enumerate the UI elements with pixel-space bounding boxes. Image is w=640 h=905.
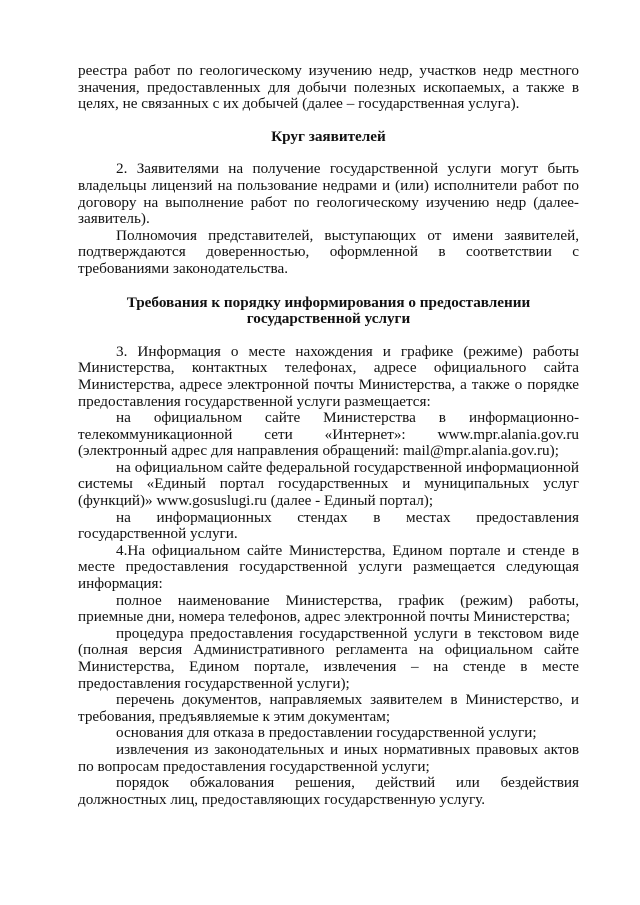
paragraph-2: 2. Заявителями на получение государственной услуги могут быть владельцы лицензий на пользование недрами и (или) исполнители работ по договору на выполнение работ по геологическому изучению недр (далее- заявитель). [78, 160, 579, 228]
section-heading-information [78, 295, 579, 328]
intro-paragraph: реестра работ по геологическому изучению недр, участков недр местного значения, предоставленных для добычи полезных ископаемых, а также в целях, не связанных с их добычей (далее – государственная услуга). [78, 62, 579, 113]
paragraph-3-item-ministry-site: на официальном сайте Министерства в информационно-телекоммуникационной сети «Интернет»: www.mpr.alania.gov.ru (электронный адрес для направления обращений: mail@mpr.alania.gov.ru); [78, 409, 579, 460]
paragraph-3-item-stands: на информационных стендах в местах предоставления государственной услуги. [78, 508, 579, 543]
paragraph-4-item-extracts: извлечения из законодательных и иных нормативных правовых актов по вопросам предоставления государственной услуги; [78, 740, 579, 775]
paragraph-4: 4.На официальном сайте Министерства, Едином портале и стенде в месте предоставления государственной услуги размещается следующая информация: [78, 541, 579, 593]
paragraph-4-item-procedure: процедура предоставления государственной услуги в текстовом виде (полная версия Административного регламента на официальном сайте Министерства, Едином портале, извлечения – на стенде в месте предоставления государственной услуги); [78, 624, 579, 692]
paragraph-4-item-appeal: порядок обжалования решения, действий или бездействия должностных лиц, предоставляющих государственную услугу. [78, 774, 579, 808]
paragraph-4-item-name-schedule: полное наименование Министерства, график (режим) работы, приемные дни, номера телефонов, адрес электронной почты Министерства; [78, 591, 579, 626]
paragraph-4-item-refusal: основания для отказа в предоставлении государственной услуги; [116, 724, 537, 742]
section-heading-line-2: государственной услуги [246, 310, 411, 328]
section-heading-applicants: Круг заявителей [271, 127, 386, 145]
paragraph-authority: Полномочия представителей, выступающих от имени заявителей, подтверждаются доверенностью, оформленной в соответствии с требованиями законодательства. [78, 226, 579, 277]
paragraph-3-item-unified-portal: на официальном сайте федеральной государственной информационной системы «Единый портал государственных и муниципальных услуг (функций)» www.gosuslugi.ru (далее - Единый портал); [78, 458, 579, 510]
paragraph-4-item-documents: перечень документов, направляемых заявителем в Министерство, и требования, предъявляемые к этим документам; [78, 691, 579, 725]
section-heading-line-1: Требования к порядку информирования о предоставлении [126, 293, 531, 311]
paragraph-3: 3. Информация о месте нахождения и графике (режиме) работы Министерства, контактных телефонах, адресе официального сайта Министерства, адресе электронной почты Министерства, а также о порядке предоставления государственной услуги размещается: [78, 342, 579, 410]
